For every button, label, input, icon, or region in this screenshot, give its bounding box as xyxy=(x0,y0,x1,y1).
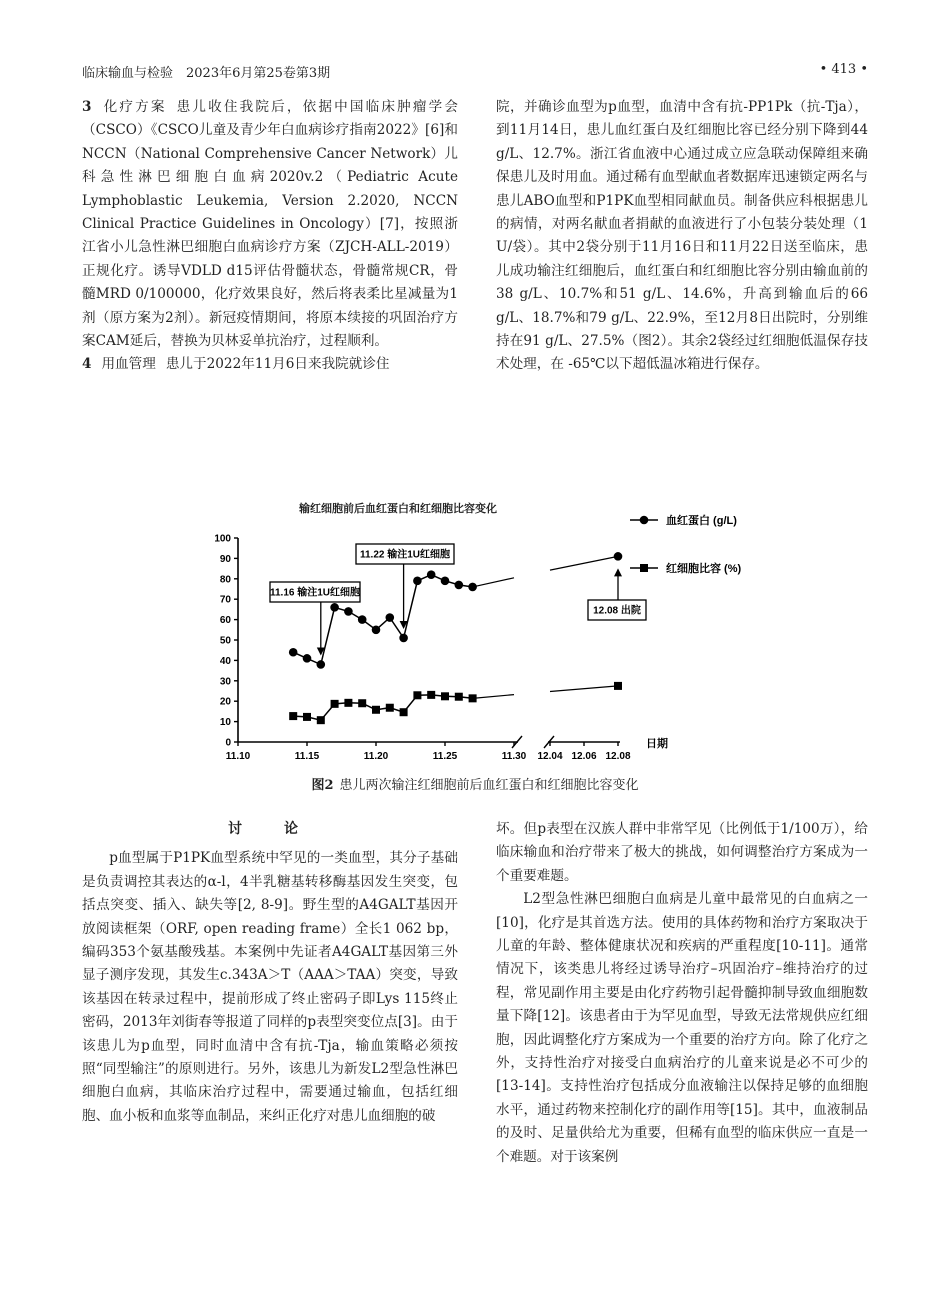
data-point xyxy=(441,577,450,586)
data-point xyxy=(468,583,477,592)
y-tick-label: 20 xyxy=(219,696,231,708)
data-point xyxy=(427,570,436,579)
data-point xyxy=(455,581,464,590)
section-text: 患儿于2022年11月6日来我院就诊住 xyxy=(165,356,390,373)
annotation-box-text: 11.22 输注1U红细胞 xyxy=(359,549,451,561)
discussion-paragraph-2: L2型急性淋巴细胞白血病是儿童中最常见的白血病之一[10]，化疗是其首选方法。使用的具体药物和治疗方案取决于儿童的年龄、整体健康状况和疾病的严重程度[10-11]。通常情况下，该类患儿将经过诱导治疗–巩固治疗–维持治疗的过程，常见副作用主要是由化疗药物引起骨髓抑制导致血细胞数量下降[12]。该患者由于为罕见血型，导致无法常规供应红细胞，因此调整化疗方案成为一个重要的治疗方向。除了化疗之外，支持性治疗对接受白血病治疗的儿童来说是必不可少的[13-14]。支持性治疗包括成分血液输注以保持足够的血细胞水平，通过药物来控制化疗的副作用等[15]。其中，血液制品的及时、足量供给尤为重要，但稀有血型的临床供应一直是一个难题。对于该案例 xyxy=(496,891,868,1165)
series-continuation xyxy=(550,556,618,570)
legend-marker xyxy=(640,564,648,572)
data-point xyxy=(455,693,463,701)
paragraph-blood-supply: 院，并确诊血型为p血型，血清中含有抗-PP1Pk（抗-Tja），到11月14日，患儿血红蛋白及红细胞比容已经分别下降到44 g/L、12.7%。浙江省血液中心通过成立应急联动保障组来确保患儿及时用血。通过稀有血型献血者数据库迅速锁定两名与患儿ABO血型和P1PK血型相同献血员。制备供应科根据患儿的病情，对两名献血者捐献的血液进行了小包装分装处理（1 U/袋）。其中2袋分别于11月16日和11月22日送至临床，患儿成功输注红细胞后，血红蛋白和红细胞比容分别由输血前的38 g/L、10.7%和51 g/L、14.6%，升高到输血后的66 g/L、18.7%和79 g/L、22.9%，至12月8日出院时，分别维持在91 g/L、27.5%（图2）。其余2袋经过红细胞低温保存技术处理，在 -65℃以下超低温冰箱进行保存。 xyxy=(496,99,868,373)
page-number: • 413 • xyxy=(819,62,868,77)
right-column-bottom xyxy=(496,818,868,1169)
right-column-top xyxy=(496,96,868,377)
paragraph-blood-management xyxy=(82,353,458,376)
chart-title: 输红细胞前后血红蛋白和红细胞比容变化 xyxy=(299,503,497,515)
data-point xyxy=(317,716,325,724)
data-point xyxy=(358,699,366,707)
legend-label: 血红蛋白 (g/L) xyxy=(666,515,737,527)
data-point xyxy=(413,577,422,586)
y-tick-label: 100 xyxy=(214,533,231,545)
data-point xyxy=(413,691,421,699)
paragraph-chemotherapy xyxy=(82,96,458,353)
series-continuation xyxy=(473,578,514,587)
data-point xyxy=(330,603,339,612)
section-title: 化疗方案 xyxy=(101,99,167,115)
series-continuation xyxy=(473,695,514,699)
data-point xyxy=(400,708,408,716)
y-tick-label: 10 xyxy=(219,717,231,729)
data-point xyxy=(614,552,623,561)
y-tick-label: 70 xyxy=(219,594,231,606)
data-point xyxy=(372,626,381,635)
left-column-top xyxy=(82,96,458,377)
y-tick-label: 80 xyxy=(219,574,231,586)
data-point xyxy=(358,615,367,624)
x-tick-label: 11.30 xyxy=(501,751,527,762)
data-point xyxy=(289,648,298,657)
discussion-title: 讨 论 xyxy=(228,821,312,837)
x-tick-label: 11.25 xyxy=(432,751,458,762)
data-point xyxy=(344,699,352,707)
data-point xyxy=(386,613,395,622)
x-tick-label: 11.15 xyxy=(294,751,320,762)
y-tick-label: 60 xyxy=(219,615,231,627)
data-point xyxy=(289,712,297,720)
data-point xyxy=(469,694,477,702)
legend-label: 红细胞比容 (%) xyxy=(666,563,742,575)
data-point xyxy=(372,706,380,714)
section-number: 4 xyxy=(82,356,92,373)
data-point xyxy=(427,691,435,699)
data-point xyxy=(441,692,449,700)
data-point xyxy=(303,713,311,721)
y-tick-label: 90 xyxy=(219,553,231,565)
figure-chart xyxy=(190,496,790,766)
x-tick-label: 11.10 xyxy=(225,751,251,762)
y-tick-label: 0 xyxy=(225,737,231,749)
data-point xyxy=(303,654,312,663)
x-tick-label: 12.04 xyxy=(537,751,563,762)
x-tick-label: 11.20 xyxy=(363,751,389,762)
data-point xyxy=(614,682,622,690)
x-tick-label: 12.06 xyxy=(571,751,597,762)
data-point xyxy=(317,660,326,669)
figure-caption-text: 患儿两次输注红细胞前后血红蛋白和红细胞比容变化 xyxy=(339,778,639,793)
x-tick-label: 12.08 xyxy=(605,751,631,762)
annotation-box-text: 12.08 出院 xyxy=(593,605,641,617)
y-tick-label: 50 xyxy=(219,635,231,647)
data-point xyxy=(344,607,353,616)
legend-marker xyxy=(640,516,649,525)
data-point xyxy=(399,634,408,643)
discussion-paragraph-1-cont: 坏。但p表型在汉族人群中非常罕见（比例低于1/100万），给临床输血和治疗带来了极大的挑战，如何调整治疗方案成为一个重要难题。 xyxy=(496,821,868,884)
journal-header: 临床输血与检验 2023年6月第25卷第3期 xyxy=(82,66,331,81)
x-axis-label: 日期 xyxy=(646,738,668,750)
series-continuation xyxy=(550,686,618,692)
data-point xyxy=(331,700,339,708)
figure-label: 图2 xyxy=(311,778,334,793)
left-column-bottom xyxy=(82,818,458,1128)
y-tick-label: 30 xyxy=(219,676,231,688)
annotation-box-text: 11.16 输注1U红细胞 xyxy=(269,587,361,599)
section-number: 3 xyxy=(82,99,92,115)
data-point xyxy=(386,704,394,712)
section-title: 用血管理 xyxy=(101,356,156,373)
discussion-paragraph-1: p血型属于P1PK血型系统中罕见的一类血型，其分子基础是负责调控其表达的α-l，4半乳糖基转移酶基因发生突变，包括点突变、插入、缺失等[2, 8-9]。野生型的A4GALT基因开放阅读框架（ORF, open reading frame）全长1 062 bp，编码353个氨基酸残基。本案例中先证者A4GALT基因第三外显子测序发现，其发生c.343A＞T（AAA＞TAA）突变，导致该基因在转录过程中，提前形成了终止密码子即Lys 115终止密码，2013年刘街春等报道了同样的p表型突变位点[3]。由于该患儿为p血型，同时血清中含有抗-Tja，输血策略必须按照“同型输注”的原则进行。另外，该患儿为新发L2型急性淋巴细胞白血病，其临床治疗过程中，需要通过输血，包括红细胞、血小板和血浆等血制品，来纠正化疗对患儿血细胞的破 xyxy=(82,850,458,1124)
annotation-arrow-head xyxy=(614,568,622,576)
y-tick-label: 40 xyxy=(219,655,231,667)
figure-caption xyxy=(0,774,950,793)
section-text: 患儿收住我院后，依据中国临床肿瘤学会（CSCO）《CSCO儿童及青少年白血病诊疗指南2022》[6]和NCCN（National Comprehensive Cancer Network）儿科急性淋巴细胞白血病2020v.2（Pediatric Acute Lymphoblastic Leukemia, Version 2.2020, NCCN Clinical Practice Guidelines in Oncology）[7]，按照浙江省小儿急性淋巴细胞白血病诊疗方案（ZJCH-ALL-2019）正规化疗。诱导VDLD d15评估骨髓状态，骨髓常规CR，骨髓MRD 0/100000，化疗效果良好，然后将表柔比星减量为1剂（原方案为2剂）。新冠疫情期间，将原本续接的巩固治疗方案CAM延后，替换为贝林妥单抗治疗，过程顺利。 xyxy=(82,99,459,350)
